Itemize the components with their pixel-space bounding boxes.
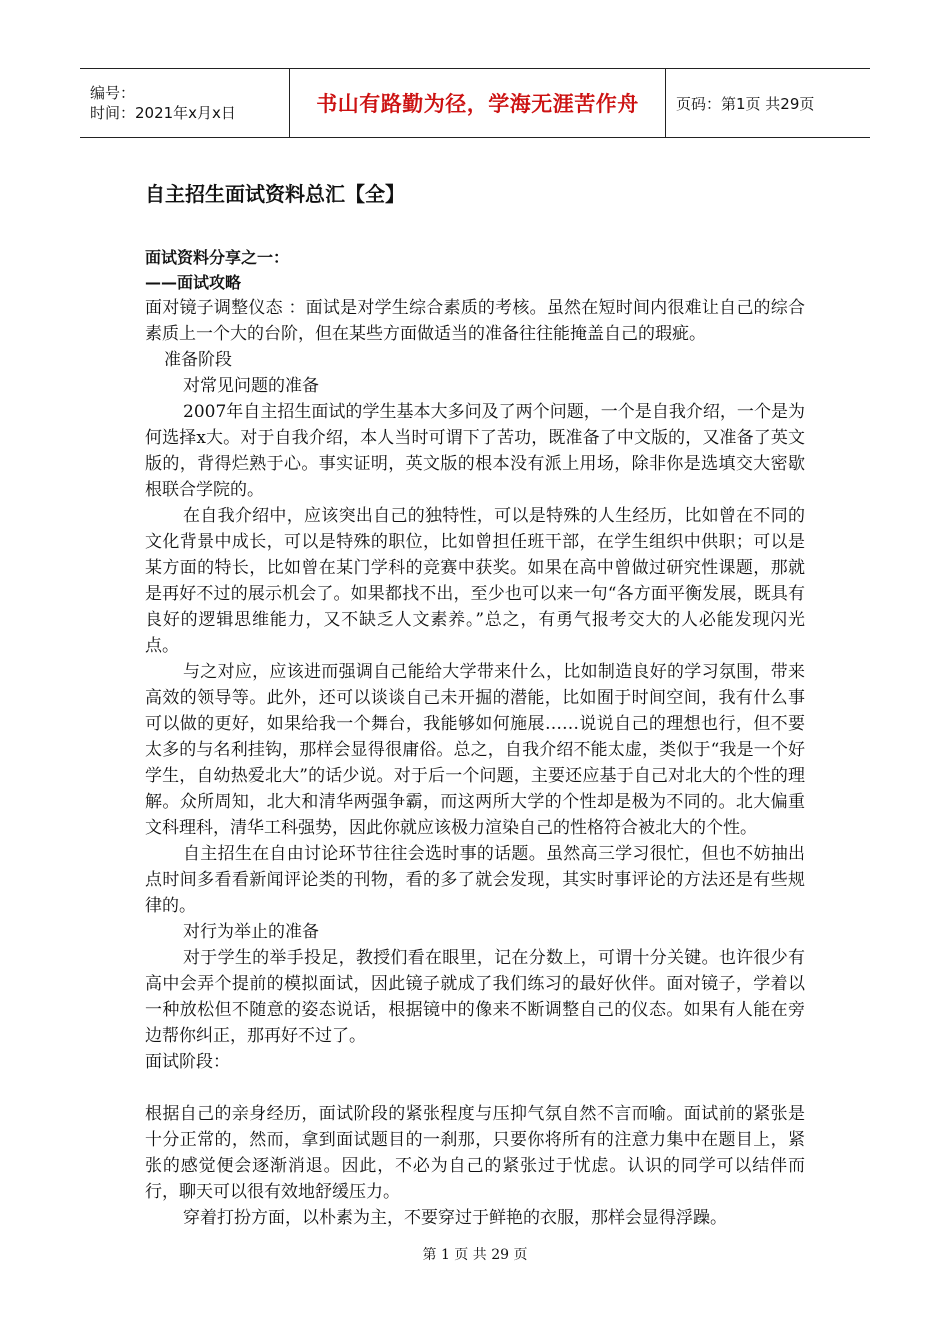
section-subtitle: ——面试攻略 xyxy=(145,273,242,292)
paragraph-dress: 穿着打扮方面，以朴素为主，不要穿过于鲜艳的衣服，那样会显得浮躁。 xyxy=(183,1208,727,1228)
document-body xyxy=(145,178,805,1231)
doc-date: 时间：2021年x月x日 xyxy=(90,104,236,122)
header-motto-cell xyxy=(290,69,666,137)
header-motto: 书山有路勤为径，学海无涯苦作舟 xyxy=(316,92,639,116)
paragraph-current-affairs: 自主招生在自由讨论环节往往会选时事的话题。虽然高三学习很忙，但也不妨抽出点时间多看看新闻评论类的刊物，看的多了就会发现，其实时事评论的方法还是有些规律的。 xyxy=(145,844,805,916)
header-page-info: 页码：第1页 共29页 xyxy=(676,94,815,113)
doc-number: 编号： xyxy=(90,84,136,102)
page-header xyxy=(80,68,870,138)
paragraph-self-intro: 在自我介绍中，应该突出自己的独特性，可以是特殊的人生经历，比如曾在不同的文化背景中成长，可以是特殊的职位，比如曾担任班干部，在学生组织中供职；可以是某方面的特长，比如曾在某门学科的竞赛中获奖。如果在高中曾做过研究性课题，那就是再好不过的展示机会了。如果都找不出，至少也可以来一句“各方面平衡发展，既具有良好的逻辑思维能力，又不缺乏人文素养。”总之，有勇气报考交大的人必能发现闪光点。 xyxy=(145,506,805,656)
paragraph-intro: 面对镜子调整仪态 ：面试是对学生综合素质的考核。虽然在短时间内很难让自己的综合素质上一个大的台阶，但在某些方面做适当的准备往往能掩盖自己的瑕疵。 xyxy=(145,298,805,344)
heading-preparation-stage: 准备阶段 xyxy=(164,350,232,370)
header-meta xyxy=(80,69,290,137)
section-title: 面试资料分享之一： xyxy=(145,248,290,267)
page-footer: 第 1 页 共 29 页 xyxy=(422,1247,528,1263)
heading-behavior-prep: 对行为举止的准备 xyxy=(183,922,319,942)
paragraph-contribution: 与之对应，应该进而强调自己能给大学带来什么，比如制造良好的学习氛围，带来高效的领导等。此外，还可以谈谈自己未开掘的潜能，比如囿于时间空间，我有什么事可以做的更好，如果给我一个舞台，我能够如何施展……说说自己的理想也行，但不要太多的与名利挂钩，那样会显得很庸俗。总之，自我介绍不能太虚，类似于“我是一个好学生，自幼热爱北大”的话少说。对于后一个问题，主要还应基于自己对北大的个性的理解。众所周知，北大和清华两强争霸，而这两所大学的个性却是极为不同的。北大偏重文科理科，清华工科强势，因此你就应该极力渲染自己的性格符合被北大的个性。 xyxy=(145,662,805,838)
blank-line xyxy=(145,1075,805,1101)
heading-interview-stage: 面试阶段： xyxy=(145,1052,230,1072)
paragraph-nervousness: 根据自己的亲身经历，面试阶段的紧张程度与压抑气氛自然不言而喻。面试前的紧张是十分正常的，然而，拿到面试题目的一刹那，只要你将所有的注意力集中在题目上，紧张的感觉便会逐渐消退。因此，不必为自己的紧张过于忧虑。认识的同学可以结伴而行，聊天可以很有效地舒缓压力。 xyxy=(145,1104,805,1202)
paragraph-mirror: 对于学生的举手投足，教授们看在眼里，记在分数上，可谓十分关键。也许很少有高中会弄个提前的模拟面试，因此镜子就成了我们练习的最好伙伴。面对镜子，学着以一种放松但不随意的姿态说话，根据镜中的像来不断调整自己的仪态。如果有人能在旁边帮你纠正，那再好不过了。 xyxy=(145,948,805,1046)
document-title: 自主招生面试资料总汇【全】 xyxy=(145,182,405,206)
paragraph-questions: 2007年自主招生面试的学生基本大多问及了两个问题，一个是自我介绍，一个是为何选择x大。对于自我介绍，本人当时可谓下了苦功，既准备了中文版的，又准备了英文版的，背得烂熟于心。事实证明，英文版的根本没有派上用场，除非你是选填交大密歇根联合学院的。 xyxy=(145,402,805,500)
heading-common-questions: 对常见问题的准备 xyxy=(183,376,319,396)
